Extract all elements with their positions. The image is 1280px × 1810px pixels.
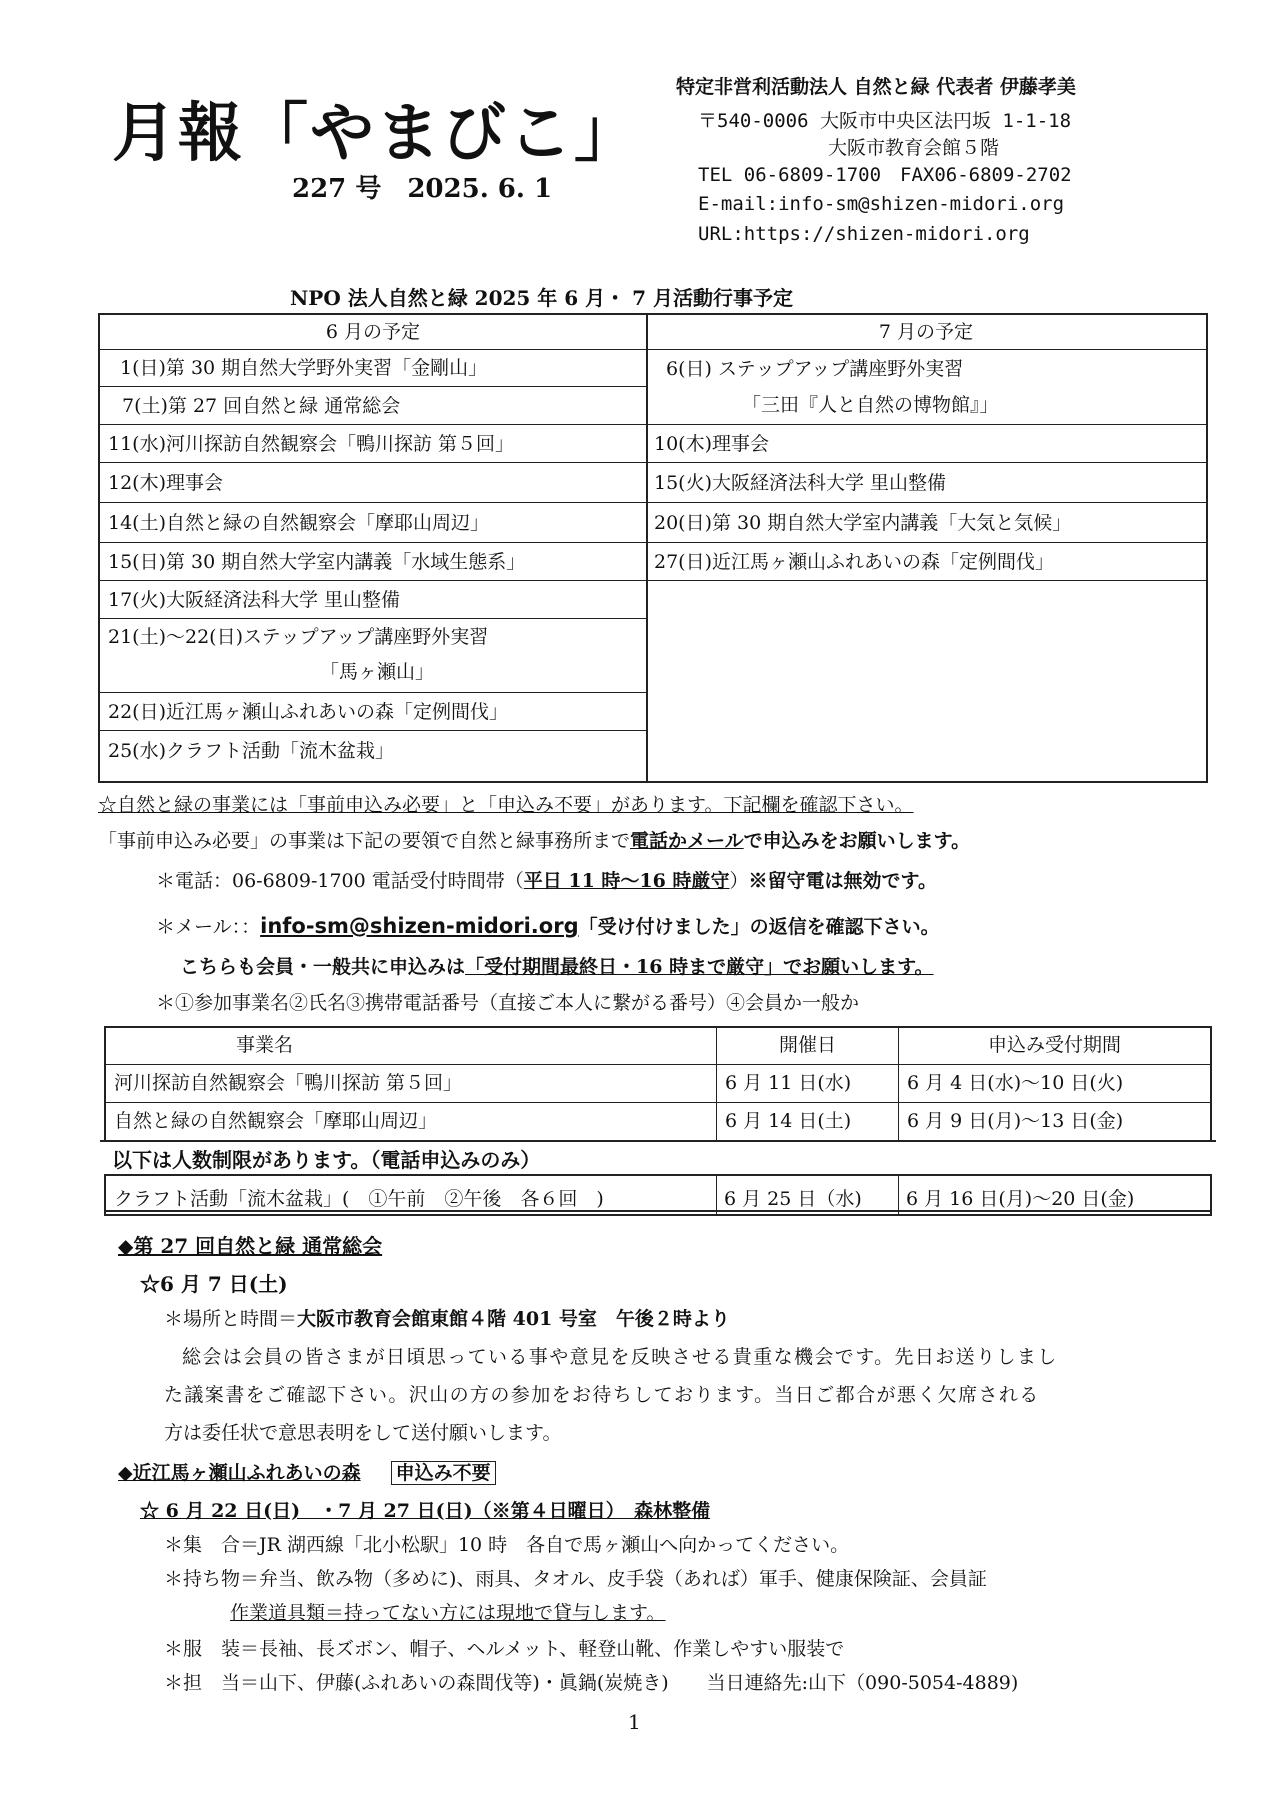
limited-note: 以下は人数制限があります。（電話申込みのみ） <box>112 1148 541 1172</box>
website-url: URL:https://shizen-midori.org <box>698 223 1030 245</box>
place-time: 大阪市教育会館東館４階 401 号室 午後２時より <box>297 1308 730 1330</box>
june-item: 22(日)近江馬ヶ瀬山ふれあいの森「定例間伐」 <box>100 693 646 731</box>
july-item: 20(日)第 30 期自然大学室内講義「大気と気候」 <box>646 503 1206 543</box>
general-meeting-date: ☆6 月 7 日(土) <box>140 1272 288 1296</box>
mail-label: ＊メール：： <box>156 916 261 938</box>
issue-number-date: 227 号 2025. 6. 1 <box>292 174 553 204</box>
table-cell-period: 6 月 9 日(月)～13 日(金) <box>898 1102 1210 1142</box>
phone-fax: TEL 06-6809-1700 FAX06-6809-2702 <box>698 164 1072 186</box>
deadline-note <box>180 952 934 979</box>
notice-line-2-text: 「事前申込み必要」の事業は下記の要領で自然と緑事務所まで <box>98 830 631 852</box>
col-header-date: 開催日 <box>716 1028 898 1064</box>
phone-label: ＊電話：06-6809-1700 電話受付時間帯（ <box>156 870 524 892</box>
organization-name: 特定非営利活動法人 自然と緑 代表者 伊藤孝美 <box>676 76 1076 98</box>
june-item: 12(木)理事会 <box>100 463 646 503</box>
table-cell-event: 自然と緑の自然観察会「摩耶山周辺」 <box>114 1110 438 1132</box>
phone-hours: 平日 11 時～16 時厳守 <box>523 870 730 892</box>
june-item: 15(日)第 30 期自然大学室内講義「水域生態系」 <box>100 543 646 581</box>
table-cell-date: 6 月 14 日(土) <box>716 1102 898 1142</box>
limited-row <box>104 1174 1212 1216</box>
table-cell-date: 6 月 25 日（水) <box>724 1188 862 1210</box>
table-cell-period: 6 月 16 日(月)～20 日(金) <box>906 1188 1135 1210</box>
email-address: E-mail:info-sm@shizen-midori.org <box>698 193 1065 215</box>
table-cell-event: 河川探訪自然観察会「鴨川探訪 第５回」 <box>114 1072 463 1094</box>
forest-heading-row <box>118 1458 496 1485</box>
newsletter-title: 月報「やまびこ」 <box>112 97 640 171</box>
no-application-badge: 申込み不要 <box>391 1461 496 1485</box>
deadline-prefix: こちらも会員・一般共に申込みは <box>180 956 466 978</box>
col-header-event: 事業名 <box>236 1034 294 1056</box>
answering-machine-note: ※留守電は無効です。 <box>748 870 937 892</box>
notice-line-1 <box>98 790 913 817</box>
forest-heading: ◆近江馬ヶ瀬山ふれあいの森 <box>118 1462 361 1484</box>
place-label: ＊場所と時間＝ <box>164 1308 298 1330</box>
phone-instructions <box>156 866 937 893</box>
page-number: 1 <box>628 1710 641 1734</box>
june-item: 7(土)第 27 回自然と緑 通常総会 <box>100 387 646 425</box>
june-item: 14(土)自然と緑の自然観察会「摩耶山周辺」 <box>100 503 646 543</box>
june-item: 1(日)第 30 期自然大学野外実習「金剛山」 <box>100 349 646 387</box>
mail-confirm-note: 「受け付けました」の返信を確認下さい。 <box>578 916 940 938</box>
mail-instructions <box>156 912 940 939</box>
general-meeting-body: 総会は会員の皆さまが日頃思っている事や意見を反映させる貴重な機会です。先日お送りしまし <box>182 1346 1058 1368</box>
july-item: 15(火)大阪経済法科大学 里山整備 <box>646 463 1206 503</box>
june-item: 11(水)河川探訪自然観察会「鴨川探訪 第５回」 <box>100 425 646 463</box>
june-header: 6 月の予定 <box>100 315 646 350</box>
forest-tools: 作業道具類＝持ってない方には現地で貸与します。 <box>230 1602 666 1624</box>
june-item: 25(水)クラフト活動「流木盆栽」 <box>108 740 395 762</box>
col-header-period: 申込み受付期間 <box>898 1028 1210 1064</box>
building-address: 大阪市教育会館５階 <box>828 137 1000 159</box>
forest-dates: ☆ 6 月 22 日(日) ・7 月 27 日(日)（※第４日曜日） 森林整備 <box>140 1500 711 1522</box>
june-item-continued: 「馬ヶ瀬山」 <box>100 655 646 693</box>
july-item: 10(木)理事会 <box>646 425 1206 463</box>
required-items: ＊①参加事業名②氏名③携帯電話番号（直接ご本人に繋がる番号）④会員か一般か <box>156 992 860 1014</box>
postal-address: 〒540-0006 大阪市中央区法円坂 1-1-18 <box>698 110 1072 132</box>
general-meeting-heading: ◆第 27 回自然と緑 通常総会 <box>118 1234 383 1258</box>
schedule-table <box>98 313 1208 783</box>
forest-clothing: ＊服 装＝長袖、長ズボン、帽子、ヘルメット、軽登山靴、作業しやすい服装で <box>164 1638 845 1660</box>
table-cell-event: クラフト活動「流木盆栽」( ①午前 ②午後 各６回 ) <box>114 1188 604 1210</box>
schedule-title: NPO 法人自然と緑 2025 年 6 月・ 7 月活動行事予定 <box>290 286 793 310</box>
july-header: 7 月の予定 <box>646 315 1206 350</box>
notice-line-2 <box>98 826 970 853</box>
july-item: 6(日) ステップアップ講座野外実習 <box>666 358 964 380</box>
table-cell-date: 6 月 11 日(水) <box>716 1064 898 1102</box>
notice-line-1-text: ☆自然と緑の事業には「事前申込み必要」と「申込み不要」があります。下記欄を確認下さい。 <box>98 794 914 816</box>
limited-note-strip <box>100 1140 1216 1176</box>
general-meeting-body: 方は委任状で意思表明をして送付願いします。 <box>164 1422 562 1444</box>
forest-belongings: ＊持ち物＝弁当、飲み物（多めに)、雨具、タオル、皮手袋（あれば）軍手、健康保険証、会員証 <box>164 1568 987 1590</box>
june-item: 17(火)大阪経済法科大学 里山整備 <box>100 581 646 619</box>
phone-paren: ） <box>729 870 749 892</box>
notice-phone-or-mail: 電話かメール <box>630 830 744 852</box>
july-item-continued: 「三田『人と自然の博物館』」 <box>646 387 1206 425</box>
general-meeting-body: た議案書をご確認下さい。沢山の方の参加をお待ちしております。当日ご都合が悪く欠席される <box>164 1384 1040 1406</box>
july-item: 27(日)近江馬ヶ瀬山ふれあいの森「定例間伐」 <box>646 543 1206 581</box>
table-cell-period: 6 月 4 日(水)～10 日(火) <box>898 1064 1210 1102</box>
notice-line-2-end: で申込みをお願いします。 <box>743 830 971 852</box>
general-meeting-place <box>164 1304 730 1331</box>
mail-address-link[interactable]: info-sm@shizen-midori.org <box>260 914 579 938</box>
forest-meeting-point: ＊集 合＝JR 湖西線「北小松駅」10 時 各自で馬ヶ瀬山へ向かってください。 <box>164 1534 850 1556</box>
deadline-rule: 「受付期間最終日・16 時まで厳守」でお願いします。 <box>465 956 934 978</box>
forest-staff: ＊担 当＝山下、伊藤(ふれあいの森間伐等)・眞鍋(炭焼き) 当日連絡先:山下（090-5054-4889) <box>164 1672 1019 1694</box>
june-item: 21(土)～22(日)ステップアップ講座野外実習 <box>108 626 489 648</box>
